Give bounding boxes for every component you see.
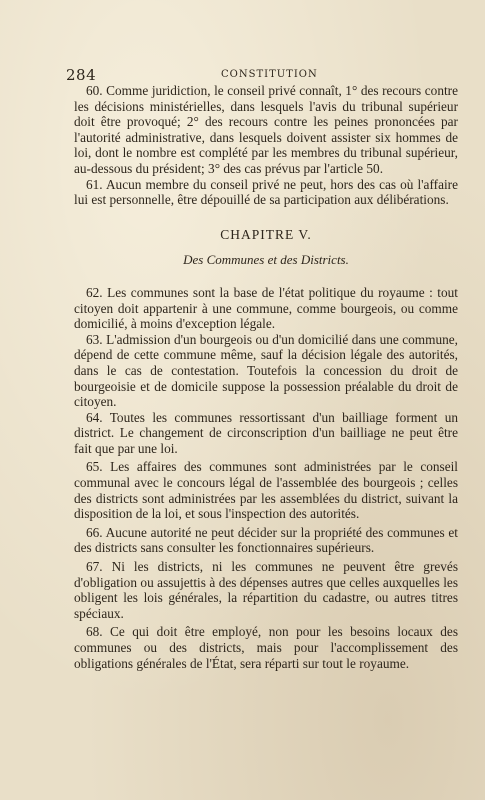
chapter-title: CHAPITRE V. (220, 226, 312, 242)
article-67: 67. Ni les districts, ni les communes ne peuvent être grevés d'obligation ou assujettis à des dépenses autres que celles auxquelles les obligent les lois générales, la répartition du cadastre, ou autres titres spéciaux. (74, 559, 458, 621)
article-64: 64. Toutes les communes ressortissant d'un bailliage forment un district. Le changement de circonscription d'un bailliage ne peut être fait que par une loi. (74, 409, 458, 456)
article-68: 68. Ce qui doit être employé, non pour les besoins locaux des communes ou des districts, mais pour l'accomplissement des obligations générales de l'État, sera réparti sur tout le royaume. (74, 624, 458, 671)
article-62: 62. Les communes sont la base de l'état politique du royaume : tout citoyen doit appartenir à une commune, comme bourgeois, ou comme domicilié, à moins d'exception légale. (74, 284, 458, 332)
chapter-subtitle: Des Communes et des Districts. (183, 252, 349, 268)
page-number: 284 (66, 66, 97, 84)
article-66: 66. Aucune autorité ne peut décider sur la propriété des communes et des districts sans consulter les fonctionnaires supérieurs. (74, 524, 458, 556)
page-header (66, 66, 434, 82)
article-61: 61. Aucun membre du conseil privé ne peut, hors des cas où l'affaire lui est personnelle, être dépouillé de sa participation aux délibérations. (74, 176, 458, 208)
article-63: 63. L'admission d'un bourgeois ou d'un domicilié dans une commune, dépend de cette commune même, sauf la décision légale des autorités, dans le cas de contestation. Toutefois la concession du droit de bourgeoisie et de domicile suppose la possession préalable du droit de citoyen. (74, 331, 458, 410)
article-65: 65. Les affaires des communes sont administrées par le conseil communal avec le concours légal de l'assemblée des bourgeois ; celles des districts sont administrées par les assemblées du district, suivant la disposition de la loi, et sous l'inspection des autorités. (74, 459, 458, 522)
article-60: 60. Comme juridiction, le conseil privé connaît, 1° des recours contre les décisions ministérielles, dans lesquels l'avis du tribunal supérieur doit être provoqué; 2° des recours contre les peines prononcées par l'autorité administrative, dans lesquels doivent assister six hommes de loi, dont le nombre est complété par les membres du tribunal supérieur, au-dessous du président; 3° des cas prévus par l'article 50. (74, 83, 458, 176)
body-text (74, 83, 458, 671)
running-head: CONSTITUTION (221, 69, 318, 80)
